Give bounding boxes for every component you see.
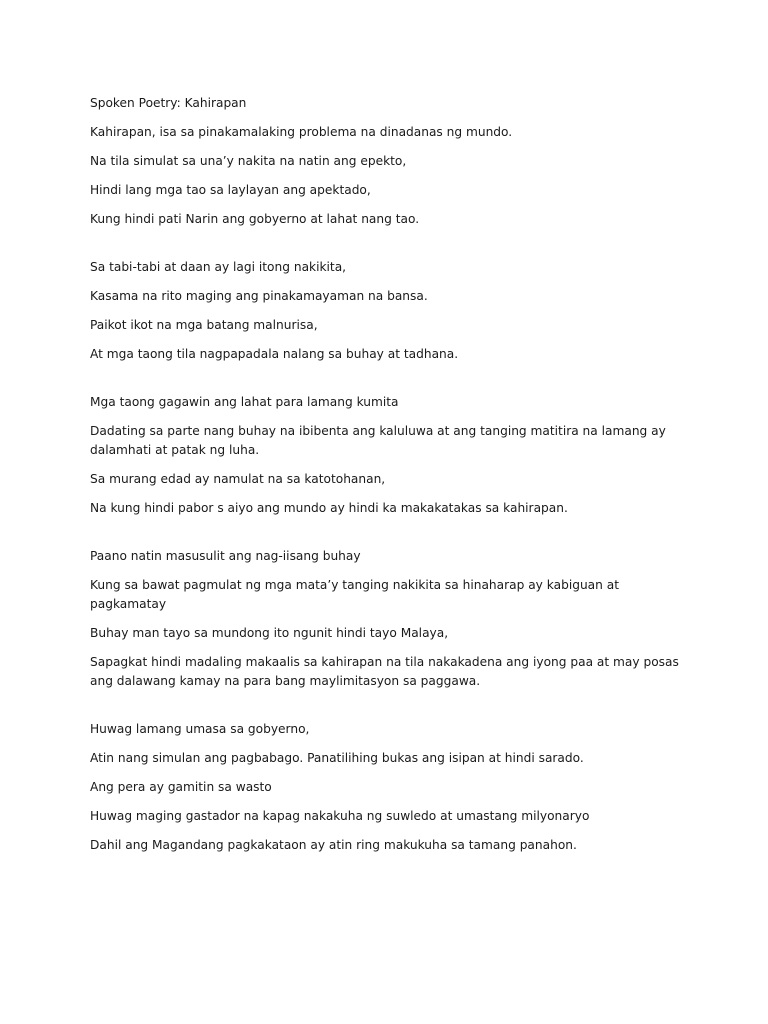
poem-line: Buhay man tayo sa mundong ito ngunit hindi tayo Malaya,	[90, 626, 449, 640]
poem-line: Sa murang edad ay namulat na sa katotohanan,	[90, 472, 386, 486]
poem-line: Paano natin masusulit ang nag-iisang buhay	[90, 549, 361, 563]
poem-line: Huwag maging gastador na kapag nakakuha ng suwledo at umastang milyonaryo	[90, 809, 590, 823]
poem-line: Hindi lang mga tao sa laylayan ang apektado,	[90, 183, 371, 197]
poem-line: Dahil ang Magandang pagkakataon ay atin ring makukuha sa tamang panahon.	[90, 838, 577, 852]
poem-line: Huwag lamang umasa sa gobyerno,	[90, 722, 310, 736]
poem-line: Na kung hindi pabor s aiyo ang mundo ay hindi ka makakatakas sa kahirapan.	[90, 501, 568, 515]
poem-line: Kung sa bawat pagmulat ng mga mata’y tanging nakikita sa hinaharap ay kabiguan at pagkamatay	[90, 578, 619, 611]
poem-line: Mga taong gagawin ang lahat para lamang kumita	[90, 395, 399, 409]
stanza-1	[90, 123, 680, 229]
poem-body	[90, 94, 680, 884]
poem-line: Sapagkat hindi madaling makaalis sa kahirapan na tila nakakadena ang iyong paa at may posas ang dalawang kamay na para bang maylimitasyon sa paggawa.	[90, 655, 679, 688]
poem-line: Sa tabi-tabi at daan ay lagi itong nakikita,	[90, 260, 347, 274]
poem-line: Dadating sa parte nang buhay na ibibenta ang kaluluwa at ang tanging matitira na lamang ay dalamhati at patak ng luha.	[90, 424, 666, 457]
poem-line: Kung hindi pati Narin ang gobyerno at lahat nang tao.	[90, 212, 420, 226]
poem-line: Paikot ikot na mga batang malnurisa,	[90, 318, 318, 332]
stanza-3	[90, 393, 680, 518]
poem-line: Kasama na rito maging ang pinakamayaman na bansa.	[90, 289, 428, 303]
stanza-4	[90, 547, 680, 691]
poem-line: Na tila simulat sa una’y nakita na natin ang epekto,	[90, 154, 407, 168]
poem-line: Ang pera ay gamitin sa wasto	[90, 780, 272, 794]
stanza-2	[90, 258, 680, 364]
stanza-5	[90, 720, 680, 855]
poem-title: Spoken Poetry: Kahirapan	[90, 96, 247, 110]
poem-line: Atin nang simulan ang pagbabago. Panatilihing bukas ang isipan at hindi sarado.	[90, 751, 584, 765]
poem-line: At mga taong tila nagpapadala nalang sa buhay at tadhana.	[90, 347, 459, 361]
poem-line: Kahirapan, isa sa pinakamalaking problema na dinadanas ng mundo.	[90, 125, 513, 139]
